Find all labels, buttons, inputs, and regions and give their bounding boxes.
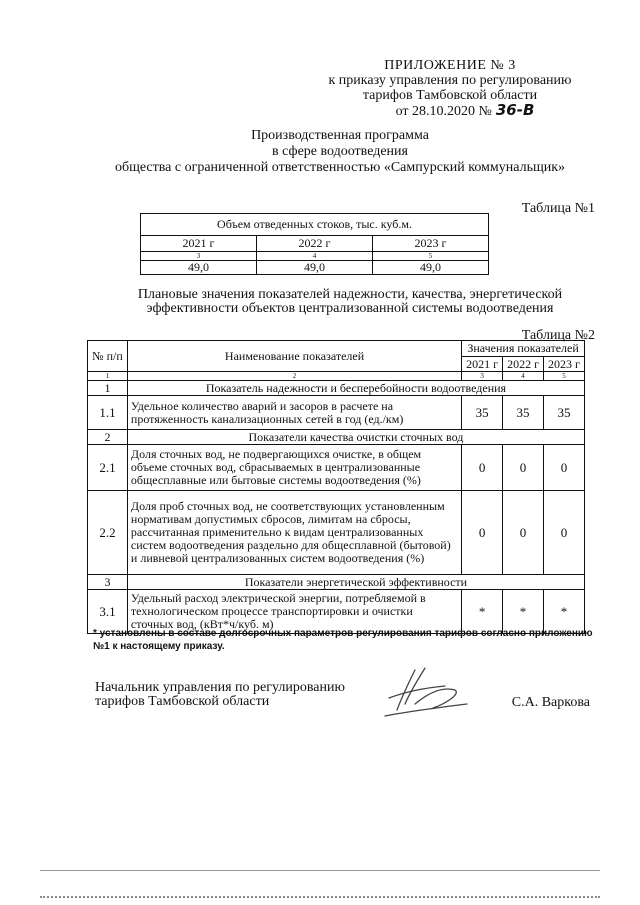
indicator-value: 35 <box>503 396 544 430</box>
indicator-value: 0 <box>503 445 544 491</box>
indicator-value: 35 <box>544 396 585 430</box>
program-title-line-2: в сфере водоотведения <box>272 144 408 159</box>
table-2-head-values: Значения показателей <box>462 341 585 357</box>
table-2-year: 2022 г <box>503 357 544 372</box>
table-1-index: 4 <box>256 252 372 261</box>
table-2-index: 5 <box>544 372 585 381</box>
table-2-index: 1 <box>88 372 128 381</box>
scan-bottom-line <box>40 870 600 871</box>
section-title: Показатели энергетической эффективности <box>127 575 584 590</box>
table-2-year: 2021 г <box>462 357 503 372</box>
section-title: Показатель надежности и бесперебойности водоотведения <box>127 381 584 396</box>
signatory-title-line-1: Начальник управления по регулированию <box>95 680 345 695</box>
indicator-name: Удельное количество аварий и засоров в расчете на протяженность канализационных сетей в год (ед./км) <box>127 396 461 430</box>
indicator-value: 0 <box>462 445 503 491</box>
indicator-value: 0 <box>503 491 544 575</box>
appendix-order-line: к приказу управления по регулированию <box>328 73 572 88</box>
indicator-value: 0 <box>544 491 585 575</box>
indicator-name: Доля сточных вод, не подвергающихся очистке, в общем объеме сточных вод, сбрасываемых в централизованные общесплавные или бытовые системы водоотведения (%) <box>127 445 461 491</box>
table-1-value: 49,0 <box>141 261 257 275</box>
appendix-date: от 28.10.2020 № <box>395 104 492 119</box>
table-2-head-name: Наименование показателей <box>127 341 461 372</box>
indicator-value: * <box>462 590 503 634</box>
program-title <box>60 128 620 176</box>
table-2-index: 3 <box>462 372 503 381</box>
signatory-name: С.А. Варкова <box>511 695 590 710</box>
appendix-title: ПРИЛОЖЕНИЕ № 3 <box>384 58 516 73</box>
table-1 <box>140 213 489 275</box>
row-number: 2.2 <box>88 491 128 575</box>
table-2-index: 2 <box>127 372 461 381</box>
indicator-value: 0 <box>462 491 503 575</box>
row-number: 1.1 <box>88 396 128 430</box>
program-title-line-1: Производственная программа <box>251 128 429 143</box>
section-number: 1 <box>88 381 128 396</box>
indicator-name: Удельный расход электрической энергии, потребляемой в технологическом процессе транспортировки и очистки сточных вод, (кВт*ч/куб. м) <box>127 590 461 634</box>
table-1-year: 2022 г <box>256 236 372 252</box>
table-2-head-number: № п/п <box>88 341 128 372</box>
plan-title <box>80 288 620 316</box>
handwritten-signature <box>375 664 475 724</box>
table-2 <box>87 340 585 634</box>
table-1-index: 3 <box>141 252 257 261</box>
plan-title-line-1: Плановые значения показателей надежности, качества, энергетической <box>137 287 563 302</box>
table-2-year: 2023 г <box>544 357 585 372</box>
indicator-value: * <box>503 590 544 634</box>
row-number: 2.1 <box>88 445 128 491</box>
table-1-year: 2021 г <box>141 236 257 252</box>
indicator-name: Доля проб сточных вод, не соответствующих установленным нормативам допустимых сбросов, лимитам на сбросы, рассчитанная применительно к видам централизованных систем водоотведения раздельно для общесплавной (бытовой) и ливневой централизованных систем водоотведения (%) <box>127 491 461 575</box>
row-number: 3.1 <box>88 590 128 634</box>
table-1-value: 49,0 <box>372 261 488 275</box>
program-title-line-3: общества с ограниченной ответственностью «Сампурский коммунальщик» <box>114 160 566 175</box>
table-2-index: 4 <box>503 372 544 381</box>
plan-title-line-2: эффективности объектов централизованной системы водоотведения <box>146 301 554 316</box>
appendix-date-line <box>300 103 600 119</box>
scan-bottom-edge <box>40 896 600 901</box>
handwritten-order-number: 36-В <box>495 101 535 119</box>
section-number: 3 <box>88 575 128 590</box>
indicator-value: 0 <box>544 445 585 491</box>
table-1-label: Таблица №1 <box>521 201 595 216</box>
signatory-title <box>95 681 395 709</box>
signatory-title-line-2: тарифов Тамбовской области <box>95 694 270 709</box>
section-number: 2 <box>88 430 128 445</box>
section-title: Показатели качества очистки сточных вод <box>127 430 584 445</box>
table-1-year: 2023 г <box>372 236 488 252</box>
indicator-value: 35 <box>462 396 503 430</box>
footnote: * установлены в составе долгосрочных параметров регулирования тарифов согласно приложению №1 к настоящему приказу. <box>93 628 593 652</box>
appendix-authority-line: тарифов Тамбовской области <box>362 88 538 103</box>
appendix-header <box>300 58 600 119</box>
table-1-caption: Объем отведенных стоков, тыс. куб.м. <box>141 214 489 236</box>
table-2-label: Таблица №2 <box>521 328 595 343</box>
table-1-value: 49,0 <box>256 261 372 275</box>
table-1-index: 5 <box>372 252 488 261</box>
indicator-value: * <box>544 590 585 634</box>
